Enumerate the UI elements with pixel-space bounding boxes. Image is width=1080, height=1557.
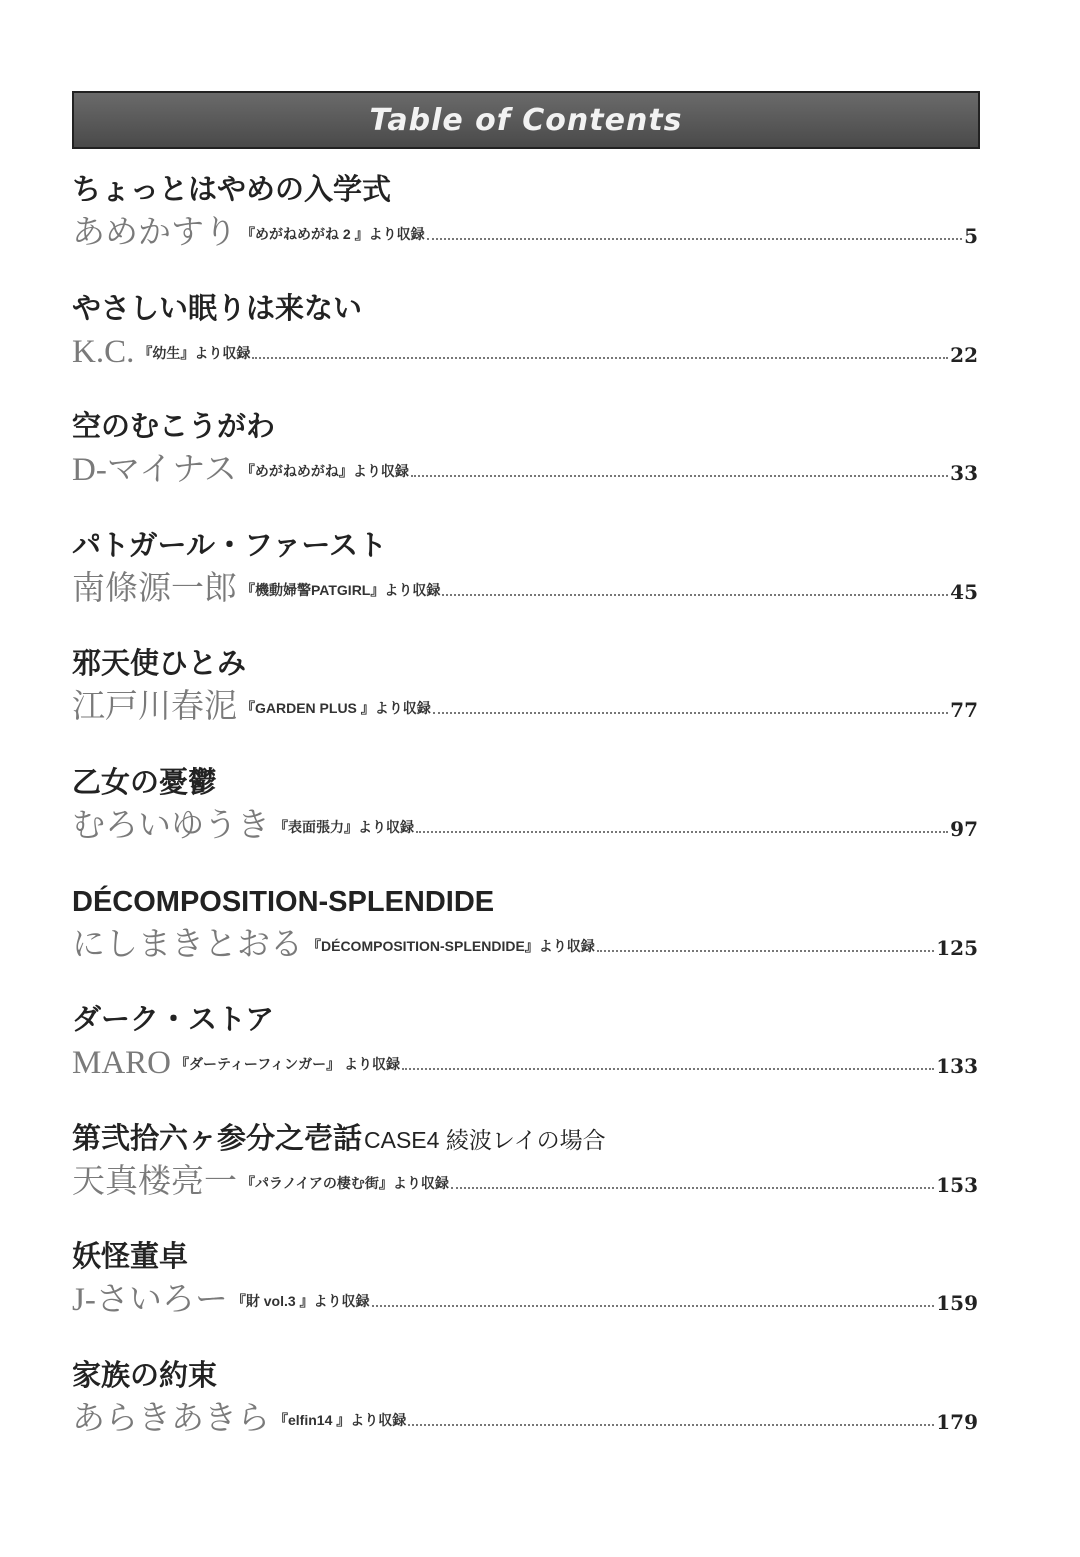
entry-line <box>72 331 978 371</box>
toc-entry[interactable] <box>72 1358 978 1458</box>
dot-leader <box>411 475 948 477</box>
page-number: 125 <box>936 935 978 960</box>
story-title-text: 邪天使ひとみ <box>72 648 247 681</box>
story-title-text: 第弐拾六ヶ参分之壱話 <box>72 1122 363 1155</box>
entry-line <box>72 805 978 845</box>
dot-leader <box>451 1187 934 1189</box>
dot-leader <box>597 950 934 952</box>
entry-line <box>72 1042 978 1082</box>
page-number: 22 <box>950 342 978 367</box>
story-title-text: 空のむこうがわ <box>72 411 276 444</box>
toc-entry[interactable] <box>72 172 978 272</box>
entry-line <box>72 686 978 726</box>
author-name: D-マイナス <box>72 452 237 489</box>
dot-leader <box>427 238 963 240</box>
author-name: 南條源一郎 <box>72 570 237 607</box>
story-title-text: 乙女の憂鬱 <box>72 767 218 799</box>
source-note: 『DÉCOMPOSITION-SPLENDIDE』より収録 <box>307 937 595 954</box>
story-title-text: 妖怪董卓 <box>72 1241 189 1274</box>
entry-line <box>72 1161 978 1201</box>
story-title <box>72 409 277 446</box>
author-name: 天真楼亮一 <box>72 1163 237 1200</box>
page-number: 5 <box>964 224 978 248</box>
page-number: 33 <box>950 461 978 486</box>
dot-leader <box>372 1305 935 1307</box>
page-number: 179 <box>936 1410 978 1434</box>
dot-leader <box>408 1424 934 1426</box>
entry-line <box>72 1398 978 1438</box>
story-title <box>72 528 389 565</box>
story-title <box>72 291 364 328</box>
toc-entry[interactable] <box>72 291 978 391</box>
source-note: 『幼生』より収録 <box>138 344 251 361</box>
source-note: 『elfin14 』より収録 <box>274 1412 407 1428</box>
story-title <box>72 884 496 921</box>
source-note: 『パラノイアの棲む街』より収録 <box>241 1174 449 1191</box>
dot-leader <box>252 357 948 359</box>
source-note: 『機動婦警PATGIRL』より収録 <box>241 581 441 598</box>
author-name: MARO <box>72 1045 172 1082</box>
page-number: 97 <box>950 817 978 841</box>
story-title <box>72 646 248 683</box>
page-number: 159 <box>936 1291 978 1316</box>
entry-line <box>72 1279 978 1319</box>
page-number: 77 <box>950 698 978 723</box>
entry-line <box>72 568 978 608</box>
author-name: にしまきとおる <box>72 926 303 963</box>
story-title-text: 家族の約束 <box>72 1360 218 1392</box>
source-note: 『めがねめがね』より収録 <box>240 463 409 480</box>
toc-entry[interactable] <box>72 1121 978 1221</box>
dot-leader <box>416 831 948 833</box>
source-note: 『財 vol.3 』より収録 <box>231 1293 370 1310</box>
author-name: 江戸川春泥 <box>72 689 237 726</box>
author-name: J-さいろー <box>72 1282 228 1319</box>
author-name: K.C. <box>72 333 135 370</box>
toc-entry[interactable] <box>72 646 978 746</box>
author-name: あめかすり <box>72 215 237 251</box>
entry-line <box>72 924 978 964</box>
dot-leader <box>402 1068 934 1070</box>
story-title <box>72 1002 276 1039</box>
story-title-text: ちょっとはやめの入学式 <box>72 174 392 206</box>
toc-entry[interactable] <box>72 409 978 509</box>
story-title <box>72 172 393 209</box>
story-title-text: やさしい眠りは来ない <box>72 292 363 325</box>
story-title-text: ダーク・ストア <box>72 1004 275 1037</box>
source-note: 『ダーティーフィンガー』 より収録 <box>175 1056 400 1073</box>
story-title-text: パトガール・ファースト <box>72 529 387 562</box>
story-subtitle: CASE4 綾波レイの場合 <box>364 1126 606 1153</box>
page-number: 45 <box>950 579 978 604</box>
source-note: 『GARDEN PLUS 』より収録 <box>241 700 431 717</box>
story-title-text: DÉCOMPOSITION-SPLENDIDE <box>72 885 495 918</box>
toc-entry[interactable] <box>72 528 978 628</box>
toc-entry[interactable] <box>72 884 978 984</box>
dot-leader <box>442 594 948 596</box>
toc-entry[interactable] <box>72 765 978 865</box>
source-note: 『表面張力』より収録 <box>274 819 414 835</box>
story-title <box>72 1239 190 1276</box>
story-title <box>72 1121 606 1158</box>
toc-heading: Table of Contents <box>369 102 683 138</box>
story-title <box>72 1358 219 1395</box>
author-name: あらきあきら <box>72 1401 270 1437</box>
toc-entry[interactable] <box>72 1239 978 1339</box>
source-note: 『めがねめがね 2 』より収録 <box>241 226 425 242</box>
author-name: むろいゆうき <box>72 808 270 844</box>
toc-header <box>72 91 980 149</box>
story-title <box>72 765 219 802</box>
page-number: 153 <box>936 1172 978 1197</box>
entry-line <box>72 212 978 252</box>
toc-entry[interactable] <box>72 1002 978 1102</box>
page-number: 133 <box>936 1054 978 1079</box>
entry-line <box>72 449 978 489</box>
dot-leader <box>433 712 948 714</box>
